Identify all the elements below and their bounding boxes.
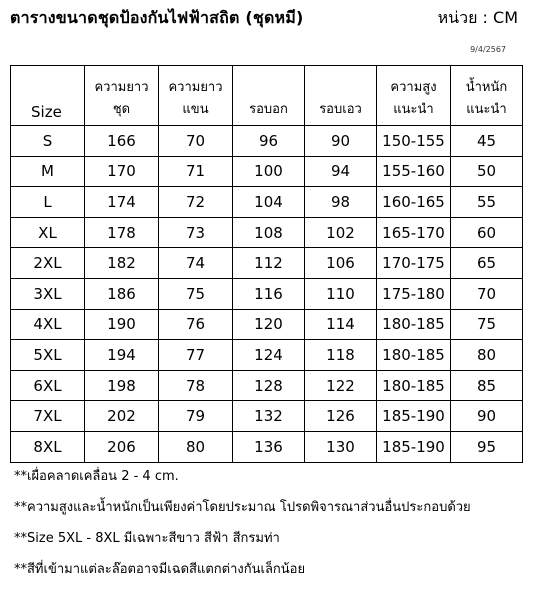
table-row <box>11 431 523 462</box>
table-cell: 71 <box>159 156 233 187</box>
table-cell: 180-185 <box>377 309 451 340</box>
table-row <box>11 309 523 340</box>
table-cell: 102 <box>305 217 377 248</box>
table-cell: 70 <box>451 278 523 309</box>
table-cell: 194 <box>85 340 159 371</box>
table-cell: 118 <box>305 340 377 371</box>
date-label: 9/4/2567 <box>470 45 506 54</box>
table-cell: 120 <box>233 309 305 340</box>
table-cell: 74 <box>159 248 233 279</box>
table-cell: 132 <box>233 401 305 432</box>
table-cell: 98 <box>305 187 377 218</box>
size-table <box>10 65 523 463</box>
table-cell: 198 <box>85 370 159 401</box>
column-header-waist: รอบเอว <box>305 66 377 126</box>
table-cell: 165-170 <box>377 217 451 248</box>
table-cell: 130 <box>305 431 377 462</box>
table-cell: 8XL <box>11 431 85 462</box>
table-header-row <box>11 66 523 126</box>
table-cell: 166 <box>85 126 159 157</box>
table-cell: 5XL <box>11 340 85 371</box>
table-cell: 186 <box>85 278 159 309</box>
table-cell: 75 <box>451 309 523 340</box>
column-header-chest: รอบอก <box>233 66 305 126</box>
table-row <box>11 370 523 401</box>
table-cell: 190 <box>85 309 159 340</box>
table-row <box>11 340 523 371</box>
table-cell: 77 <box>159 340 233 371</box>
table-cell: 55 <box>451 187 523 218</box>
column-header-length: ความยาว ชุด <box>85 66 159 126</box>
table-cell: 78 <box>159 370 233 401</box>
table-cell: 136 <box>233 431 305 462</box>
table-cell: 3XL <box>11 278 85 309</box>
table-cell: 106 <box>305 248 377 279</box>
table-cell: 70 <box>159 126 233 157</box>
table-cell: 122 <box>305 370 377 401</box>
table-cell: 100 <box>233 156 305 187</box>
column-header-sleeve: ความยาว แขน <box>159 66 233 126</box>
table-cell: 170-175 <box>377 248 451 279</box>
table-cell: 50 <box>451 156 523 187</box>
column-header-height: ความสูง แนะนำ <box>377 66 451 126</box>
page-title: ตารางขนาดชุดป้องกันไฟฟ้าสถิต (ชุดหมี) <box>10 8 304 27</box>
table-row <box>11 278 523 309</box>
table-cell: 116 <box>233 278 305 309</box>
table-cell: 155-160 <box>377 156 451 187</box>
table-row <box>11 126 523 157</box>
table-cell: 206 <box>85 431 159 462</box>
table-row <box>11 156 523 187</box>
table-cell: 128 <box>233 370 305 401</box>
table-cell: 174 <box>85 187 159 218</box>
table-cell: 90 <box>305 126 377 157</box>
table-cell: XL <box>11 217 85 248</box>
table-cell: 114 <box>305 309 377 340</box>
table-cell: 2XL <box>11 248 85 279</box>
table-row <box>11 187 523 218</box>
table-cell: 7XL <box>11 401 85 432</box>
table-cell: 124 <box>233 340 305 371</box>
table-cell: 95 <box>451 431 523 462</box>
table-cell: 185-190 <box>377 401 451 432</box>
table-cell: 150-155 <box>377 126 451 157</box>
table-cell: 96 <box>233 126 305 157</box>
table-cell: 178 <box>85 217 159 248</box>
note-estimate: **ความสูงและน้ำหนักเป็นเพียงค่าโดยประมาณ โปรดพิจารณาส่วนอื่นประกอบด้วย <box>14 500 471 515</box>
table-cell: 4XL <box>11 309 85 340</box>
table-cell: S <box>11 126 85 157</box>
table-cell: L <box>11 187 85 218</box>
table-row <box>11 217 523 248</box>
table-cell: 80 <box>159 431 233 462</box>
table-cell: 182 <box>85 248 159 279</box>
note-shade: **สีที่เข้ามาแต่ละล๊อตอาจมีเฉดสีแตกต่างกันเล็กน้อย <box>14 562 306 577</box>
table-cell: 75 <box>159 278 233 309</box>
note-tolerance: **เผื่อคลาดเคลื่อน 2 - 4 cm. <box>14 469 179 484</box>
table-cell: 202 <box>85 401 159 432</box>
table-cell: 45 <box>451 126 523 157</box>
table-cell: 80 <box>451 340 523 371</box>
table-cell: 104 <box>233 187 305 218</box>
table-cell: 110 <box>305 278 377 309</box>
table-cell: 108 <box>233 217 305 248</box>
column-header-size: Size <box>11 66 85 126</box>
table-row <box>11 248 523 279</box>
table-cell: 73 <box>159 217 233 248</box>
column-header-weight: น้ำหนัก แนะนำ <box>451 66 523 126</box>
table-cell: 72 <box>159 187 233 218</box>
table-cell: 185-190 <box>377 431 451 462</box>
table-cell: 126 <box>305 401 377 432</box>
table-row <box>11 401 523 432</box>
table-cell: 160-165 <box>377 187 451 218</box>
table-cell: 180-185 <box>377 370 451 401</box>
notes <box>14 466 524 590</box>
table-cell: 65 <box>451 248 523 279</box>
table-cell: 90 <box>451 401 523 432</box>
table-cell: M <box>11 156 85 187</box>
table-cell: 76 <box>159 309 233 340</box>
table-cell: 85 <box>451 370 523 401</box>
table-cell: 112 <box>233 248 305 279</box>
table-cell: 175-180 <box>377 278 451 309</box>
table-cell: 6XL <box>11 370 85 401</box>
unit-label: หน่วย : CM <box>437 8 518 27</box>
table-cell: 180-185 <box>377 340 451 371</box>
table-cell: 170 <box>85 156 159 187</box>
table-cell: 94 <box>305 156 377 187</box>
table-cell: 79 <box>159 401 233 432</box>
note-colors: **Size 5XL - 8XL มีเฉพาะสีขาว สีฟ้า สีกรมท่า <box>14 531 280 546</box>
table-body <box>11 126 523 463</box>
table-cell: 60 <box>451 217 523 248</box>
